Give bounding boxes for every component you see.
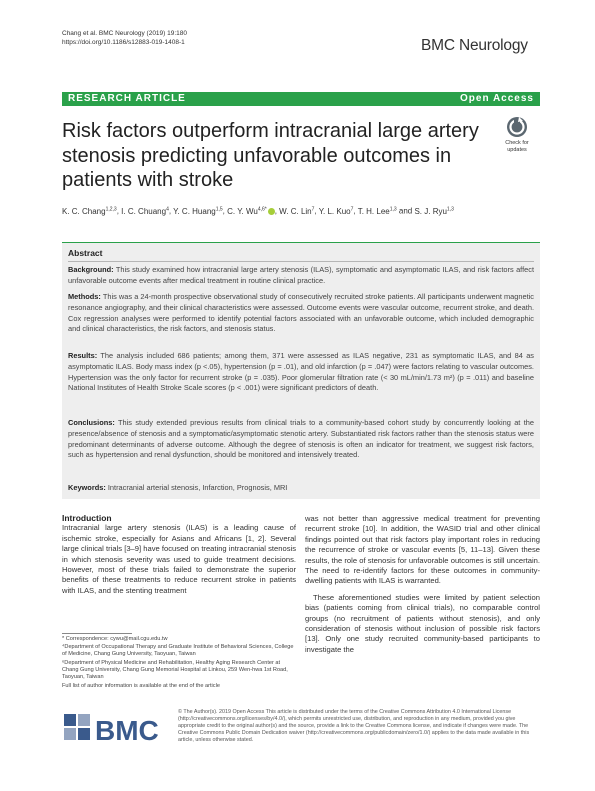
- intro-right-column: [305, 514, 540, 655]
- abstract-keywords: Keywords: Intracranial arterial stenosis, Infarction, Prognosis, MRI: [68, 483, 288, 492]
- orcid-icon[interactable]: [268, 208, 275, 215]
- badge-line1: Check for: [505, 140, 529, 146]
- author[interactable]: T. H. Lee$^{1,3}$: [357, 206, 397, 216]
- intro-paragraph: These aforementioned studies were limited by patient selection bias (patients coming from clinical trials), no comparable control groups (no recruitment of patients without stenosis), and only consideration of stenosis without inclusion of possible risk factors [13]. Only one study recruited community-based participants to investigate the: [305, 592, 540, 654]
- logo-text: BMC: [95, 715, 159, 746]
- article-type: RESEARCH ARTICLE: [68, 93, 186, 104]
- author[interactable]: Y. L. Kuo$^7$: [318, 206, 354, 216]
- author[interactable]: K. C. Chang$^{1,2,3}$: [62, 206, 117, 216]
- abstract-conclusions: Conclusions: This study extended previous results from clinical trials to a community-based cohort study by concurrently looking at the presence/absence of stenosis and a symptomatic/asymptomatic stenotic artery. Substantiated risk factors rather than the stenosis status were predominant determinants of adverse outcome. Although the degree of stenosis is often an indicator for treatment, we suggest risk factors, such as hypertension and renal dysfunction, should be monitored and intensively treated.: [68, 418, 534, 460]
- footnote-divider: [62, 633, 132, 634]
- intro-paragraph: Intracranial large artery stenosis (ILAS) is a leading cause of ischemic stroke, especially for Asians and Africans [1, 2]. Several large clinical trials [3–9] have focused on treating intracranial stenosis in which stenosis severity was used to guide treatment decisions. However, most of these trials failed to demonstrate the superior benefits of these treatments to reduce recurrent stroke in patients with ILAS, and the stenting treatment: [62, 523, 296, 595]
- author-list: K. C. Chang$^{1,2,3}$, I. C. Chuang$^4$, Y. C. Huang$^{1,5}$, C. Y. $Wu^{4,6*}$ , W. C. Lin$^7$, Y. L. Kuo$^7$, T. H. Lee$^{1,3}$ and S. J. Ryu$^{1,3}$: [62, 206, 454, 216]
- author[interactable]: S. J. Ryu$^{1,3}$: [414, 206, 454, 216]
- intro-heading: Introduction: [62, 513, 112, 523]
- intro-paragraph: was not better than aggressive medical treatment for preventing recurrent stroke [10]. In addition, the WASID trial and other clinical findings pointed out that risk factors play important roles in reducing the recurrence of stroke or vascular events [5, 11–13]. Given these results, the role of stenosis for unfavorable outcomes is still uncertain. The need to re-identify factors for these outcomes in community-dwelling patients with ILAS is warranted.: [305, 514, 540, 586]
- check-for-updates-badge[interactable]: [497, 114, 537, 158]
- abstract-heading: Abstract: [68, 248, 103, 258]
- journal-name: BMC Neurology: [421, 37, 528, 54]
- author[interactable]: Y. C. Huang$^{1,5}$: [173, 206, 223, 216]
- author-info-note: Full list of author information is available at the end of the article: [62, 683, 220, 689]
- license-text: © The Author(s). 2019 Open Access This article is distributed under the terms of the Creative Commons Attribution 4.0 International License (http://creativecommons.org/licenses/by/4.0/), which permits unrestricted use, distribution, and reproduction in any medium, provided you give appropriate credit to the original author(s) and the source, provide a link to the Creative Commons license, and indicate if changes were made. The Creative Commons Public Domain Dedication waiver (http://creativecommons.org/publicdomain/zero/1.0/) applies to the data made available in this article, unless otherwise stated.: [178, 709, 530, 743]
- open-access-label: Open Access: [460, 93, 534, 104]
- author[interactable]: W. C. Lin$^7$: [279, 206, 315, 216]
- bmc-logo: [62, 712, 172, 746]
- affiliation: ⁴Department of Occupational Therapy and Graduate Institute of Behavioral Sciences, College of Medicine, Chang Gung University, Taoyuan, Taiwan: [62, 644, 294, 658]
- citation-line: Chang et al. BMC Neurology (2019) 19:180: [62, 30, 188, 37]
- abstract-methods: Methods: This was a 24-month prospective observational study of consecutively recruited stroke patients. All participants underwent magnetic resonance angiography, and their clinical characteristics were assessed. Outcome events were vascular outcome, recurrent stroke, and death. Cox regression analyses were performed to identify potential factors associated with an unfavorable outcome, which included demographic and clinical characteristics, the risk factors, and stenosis status.: [68, 292, 535, 334]
- author[interactable]: C. Y. $Wu^{4,6*}$: [227, 207, 275, 216]
- doi-link[interactable]: https://doi.org/10.1186/s12883-019-1408-1: [62, 39, 185, 46]
- affiliation: ⁶Department of Physical Medicine and Rehabilitation, Healthy Aging Research Center at Chang Gung University, Chang Gung Memorial Hospital at Linkou, 259 Wen-hwa 1st Road, Taoyuan, Taiwan: [62, 660, 288, 681]
- article-type-banner: [62, 92, 540, 106]
- badge-line2: updates: [507, 146, 527, 153]
- abstract-background: Background: This study examined how intracranial large artery stenosis (ILAS), symptomatic and asymptomatic ILAS, and risk factors affect unfavorable outcome events after medical treatment in routine clinical practice.: [68, 265, 535, 285]
- intro-left-column: [62, 513, 296, 596]
- author[interactable]: I. C. Chuang$^4$: [121, 206, 169, 216]
- abstract-results: Results: The analysis included 686 patients; among them, 371 were assessed as ILAS negative, 231 as symptomatic ILAS, and 84 as asymptomatic ILAS. Body mass index (p <.05), hypertension (p = .01), and old infarction (p = .047) were factors relating to vascular outcomes. Hypertension was the only factor for recurrent stroke (p = .035). Poor glomerular filtration rate (< 30 mL/min/1.73 m²) (p = .011) and baseline National Institutes of Health Stroke Scale scores (p < .001) were significant predictors of death.: [68, 351, 535, 393]
- divider: [68, 261, 534, 262]
- article-title: Risk factors outperform intracranial large artery stenosis predicting unfavorable outcomes in patients with stroke: [62, 120, 479, 191]
- correspondence[interactable]: * Correspondence: cywu@mail.cgu.edu.tw: [62, 636, 168, 642]
- abstract-box: [62, 242, 540, 499]
